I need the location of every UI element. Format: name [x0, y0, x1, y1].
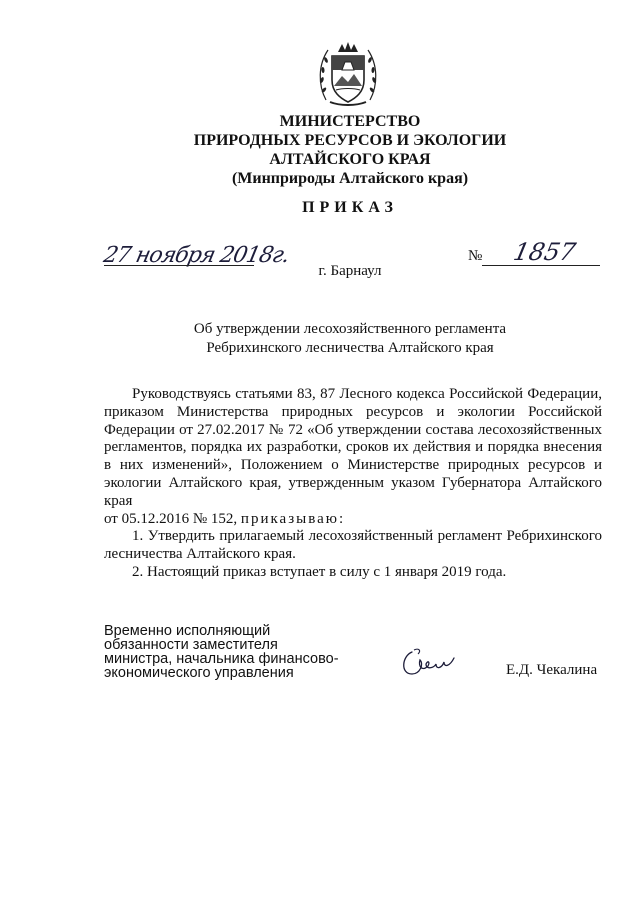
position-line-1: Временно исполняющий [104, 623, 271, 639]
order-item-1: 1. Утвердить прилагаемый лесохозяйственный регламент Ребрихинского лесничества Алтайского края. [104, 528, 602, 563]
city-of-issue: г. Барнаул [318, 263, 382, 279]
position-line-3: министра, начальника финансово- [104, 651, 339, 667]
subject-line-1: Об утверждении лесохозяйственного регламента [193, 321, 507, 337]
handwritten-date: 27 ноября 2018г. [101, 243, 292, 268]
handwritten-order-number: 1857 [511, 238, 579, 266]
preamble-paragraph: Руководствуясь статьями 83, 87 Лесного кодекса Российской Федерации, приказом Министерства природных ресурсов и экологии Российской Федерации от 27.02.2017 № 72 «Об утверждении состава лесохозяйственных регламентов, порядка их разработки, сроков их действия и порядка внесения в них изменений», Положением о Министерстве природных ресурсов и экологии Алтайского края, утвержденным указом Губернатора Алтайского края [104, 386, 602, 509]
document-type-title: ПРИКАЗ [302, 199, 398, 216]
handwritten-signature [398, 646, 458, 680]
decree-word: приказываю: [240, 510, 346, 527]
altai-krai-coat-of-arms-emblem [316, 40, 380, 108]
ministry-name-line-1: МИНИСТЕРСТВО [279, 113, 421, 130]
ministry-short-name: (Минприроды Алтайского края) [231, 170, 469, 187]
number-sign: № [468, 248, 483, 264]
preamble-ending-text: от 05.12.2016 № 152, [104, 510, 238, 527]
ministry-name-line-2: ПРИРОДНЫХ РЕСУРСОВ И ЭКОЛОГИИ [193, 132, 507, 149]
ministry-name-line-3: АЛТАЙСКОГО КРАЯ [269, 151, 431, 168]
position-line-2: обязанности заместителя [104, 637, 278, 653]
order-body [104, 386, 602, 582]
signatory-name: Е.Д. Чекалина [506, 662, 598, 678]
ministry-header [100, 112, 600, 188]
preamble-ending [104, 511, 602, 529]
order-item-2: 2. Настоящий приказ вступает в силу с 1 января 2019 года. [132, 563, 507, 580]
order-subject [100, 320, 600, 358]
position-line-4: экономического управления [104, 665, 294, 681]
signatory-position [104, 624, 354, 680]
subject-line-2: Ребрихинского лесничества Алтайского края [206, 340, 494, 356]
